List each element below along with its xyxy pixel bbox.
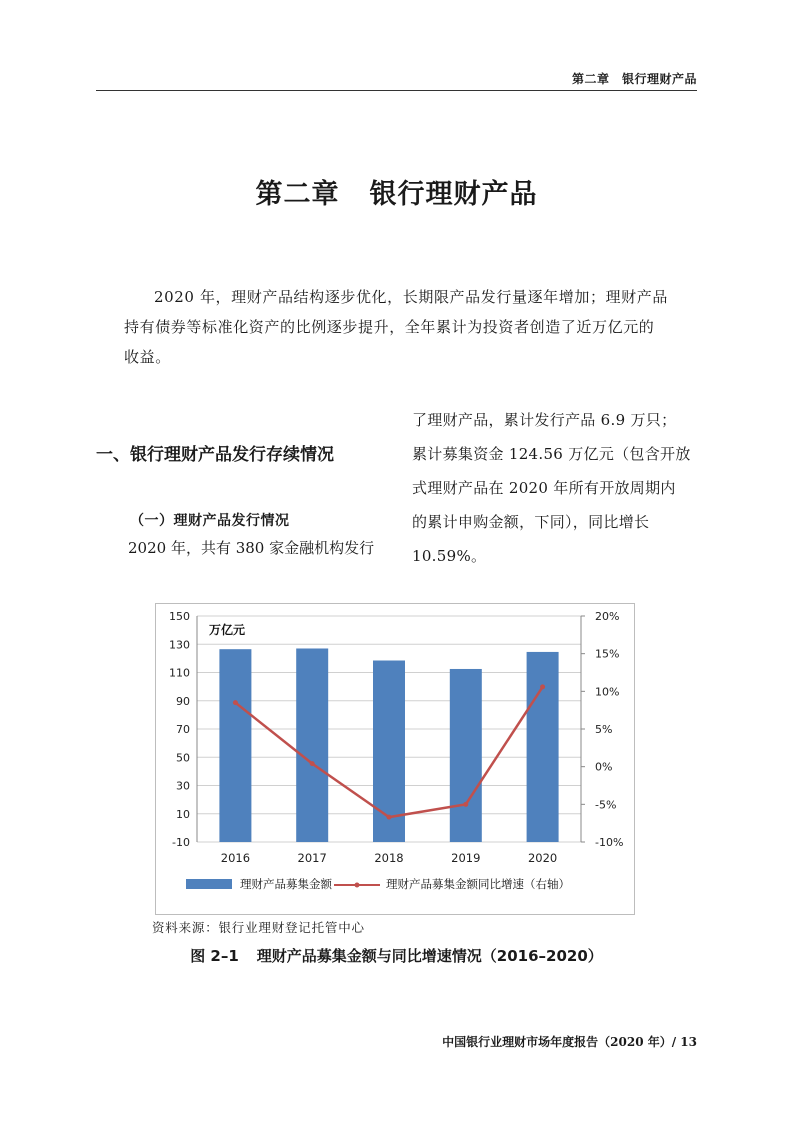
y-tick-label: 10: [176, 807, 190, 821]
y2-tick-label: -10%: [595, 836, 624, 849]
growth-point: [310, 761, 315, 766]
y-tick-label: 130: [169, 638, 190, 652]
x-tick-label: 2017: [297, 851, 327, 865]
combo-chart: [156, 604, 634, 914]
right-body-line: 10.59%。: [412, 547, 487, 565]
chapter-name: 银行理财产品: [369, 179, 538, 210]
y2-tick-label: 20%: [595, 610, 620, 623]
subsection-heading: （一）理财产品发行情况: [130, 513, 290, 529]
y2-tick-label: -5%: [595, 798, 617, 812]
y2-tick-label: 5%: [595, 723, 613, 736]
growth-point: [387, 815, 392, 820]
y2-tick-label: 10%: [595, 685, 620, 699]
y2-tick-label: 15%: [595, 647, 620, 661]
growth-point: [540, 684, 545, 689]
right-column: [412, 403, 700, 573]
growth-point: [233, 700, 238, 705]
legend-bar-label: 理财产品募集金额: [240, 877, 332, 891]
intro-line: 收益。: [124, 348, 171, 366]
intro-paragraph: [124, 282, 674, 372]
y-tick-label: -10: [172, 836, 190, 849]
right-body-line: 的累计申购金额，下同），同比增长: [412, 513, 650, 531]
y2-tick-label: 0%: [595, 760, 613, 774]
left-body-text: 2020 年，共有 380 家金融机构发行: [128, 539, 375, 557]
section-heading: 一、银行理财产品发行存续情况: [96, 445, 334, 465]
right-body-line: 累计募集资金 124.56 万亿元（包含开放: [412, 445, 691, 463]
y-tick-label: 90: [176, 694, 190, 708]
chapter-title: [0, 172, 793, 211]
header-divider: [96, 90, 697, 91]
figure-title: 理财产品募集金额与同比增速情况（2016–2020）: [256, 947, 603, 965]
bar: [527, 652, 559, 842]
bar: [450, 669, 482, 842]
legend-line-marker: [355, 883, 360, 888]
legend-bar-swatch: [186, 879, 232, 889]
source-note: 资料来源：银行业理财登记托管中心: [152, 920, 365, 935]
bar: [219, 649, 251, 842]
y-tick-label: 30: [176, 779, 190, 793]
legend-line-label: 理财产品募集金额同比增速（右轴）: [386, 877, 570, 891]
chapter-number: 第二章: [255, 179, 340, 210]
unit-label: 万亿元: [209, 623, 246, 637]
y-tick-label: 110: [169, 666, 190, 680]
page-footer: 中国银行业理财市场年度报告（2020 年）/ 13: [442, 1035, 697, 1049]
x-tick-label: 2018: [374, 851, 404, 865]
y-tick-label: 50: [176, 751, 190, 765]
growth-point: [463, 802, 468, 807]
figure-caption: [0, 945, 793, 966]
intro-line: 持有债券等标准化资产的比例逐步提升，全年累计为投资者创造了近万亿元的: [124, 318, 655, 336]
right-body-line: 了理财产品，累计发行产品 6.9 万只；: [412, 411, 677, 429]
y-tick-label: 150: [169, 610, 190, 623]
intro-line: 2020 年，理财产品结构逐步优化，长期限产品发行量逐年增加；理财产品: [154, 288, 668, 306]
chart-frame: [155, 603, 635, 915]
bar: [296, 648, 328, 842]
y-tick-label: 70: [176, 723, 190, 736]
right-body-line: 式理财产品在 2020 年所有开放周期内: [412, 479, 676, 497]
running-header: 第二章 银行理财产品: [571, 72, 697, 86]
x-tick-label: 2019: [451, 851, 481, 865]
figure-number: 图 2–1: [190, 947, 239, 965]
x-tick-label: 2020: [527, 851, 558, 865]
x-tick-label: 2016: [220, 851, 251, 865]
